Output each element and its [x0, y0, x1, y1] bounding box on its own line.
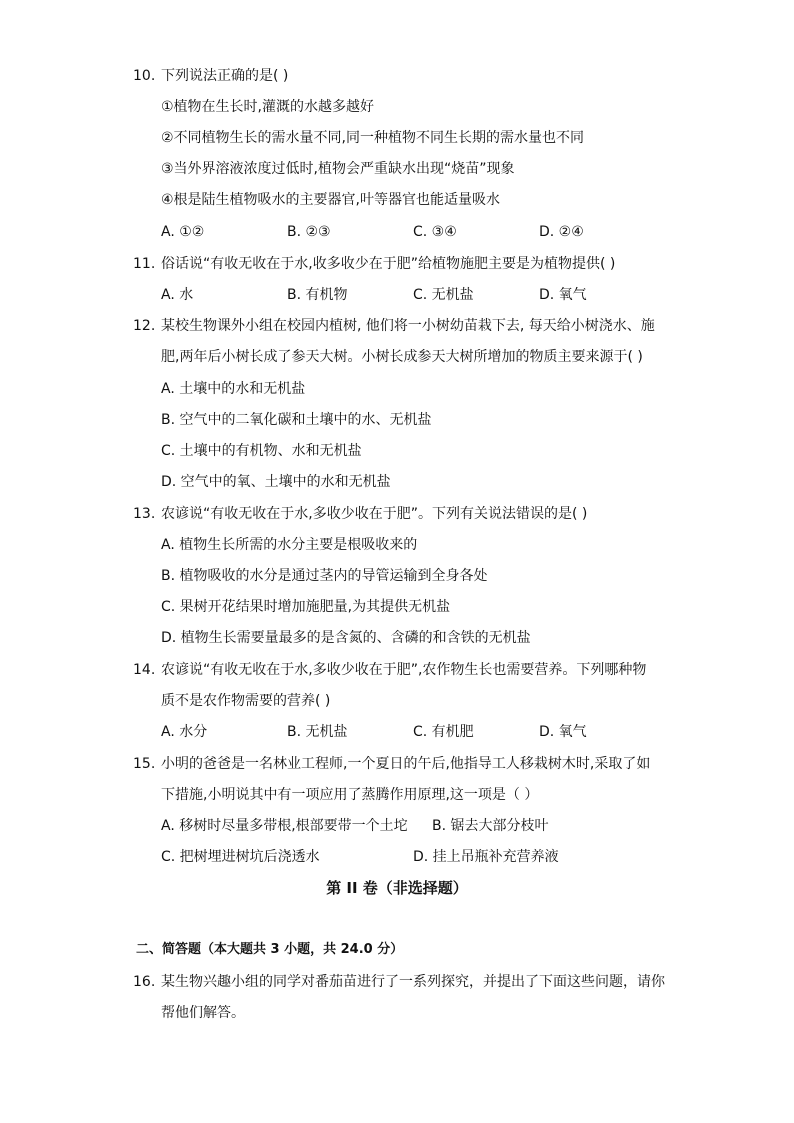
statement: ③当外界溶液浓度过低时,植物会严重缺水出现“烧苗”现象 — [161, 161, 515, 177]
option-d: D. 空气中的氧、土壤中的水和无机盐 — [161, 474, 391, 490]
option-c: C. 果树开花结果时增加施肥量,为其提供无机盐 — [161, 599, 451, 615]
option-a: A. 水分 — [161, 724, 208, 740]
question-number: 11. — [133, 256, 156, 272]
question-number: 10. — [133, 68, 156, 84]
option-d: D. 氧气 — [539, 724, 587, 740]
question-stem: 小明的爸爸是一名林业工程师,一个夏日的午后,他指导工人移栽树木时,采取了如 — [161, 756, 651, 772]
option-d: D. 挂上吊瓶补充营养液 — [413, 849, 559, 865]
question-stem: 某生物兴趣小组的同学对番茄苗进行了一系列探究，并提出了下面这些问题，请你 — [161, 974, 665, 990]
question-stem: 农谚说“有收无收在于水,多收少收在于肥”。下列有关说法错误的是( ) — [161, 506, 588, 522]
option-b: B. ②③ — [287, 224, 331, 240]
question-number: 16. — [133, 974, 156, 990]
question-number: 13. — [133, 506, 156, 522]
option-a: A. 土壤中的水和无机盐 — [161, 381, 306, 397]
option-c: C. ③④ — [413, 224, 457, 240]
option-b: B. 有机物 — [287, 287, 348, 303]
option-d: D. 植物生长需要量最多的是含氮的、含磷的和含铁的无机盐 — [161, 630, 531, 646]
option-c: C. 无机盐 — [413, 287, 474, 303]
question-number: 14. — [133, 662, 156, 678]
option-d: D. 氧气 — [539, 287, 587, 303]
option-a: A. 水 — [161, 287, 194, 303]
question-stem: 帮他们解答。 — [161, 1005, 245, 1021]
statement: ②不同植物生长的需水量不同,同一种植物不同生长期的需水量也不同 — [161, 130, 584, 146]
option-c: C. 把树埋进树坑后浇透水 — [161, 849, 320, 865]
question-stem: 俗话说“有收无收在于水,收多收少在于肥”给植物施肥主要是为植物提供( ) — [161, 256, 616, 272]
section-title: 第 II 卷（非选择题） — [326, 879, 468, 897]
question-stem: 某校生物课外小组在校园内植树, 他们将一小树幼苗栽下去, 每天给小树浇水、施 — [161, 318, 655, 334]
option-b: B. 无机盐 — [287, 724, 348, 740]
option-a: A. ①② — [161, 224, 205, 240]
question-stem: 下措施,小明说其中有一项应用了蒸腾作用原理,这一项是（ ） — [161, 787, 539, 803]
option-d: D. ②④ — [539, 224, 584, 240]
option-b: B. 空气中的二氧化碳和土壤中的水、无机盐 — [161, 412, 432, 428]
option-b: B. 植物吸收的水分是通过茎内的导管运输到全身各处 — [161, 568, 488, 584]
question-number: 12. — [133, 318, 156, 334]
question-stem: 肥,两年后小树长成了参天大树。小树长成参天大树所增加的物质主要来源于( ) — [161, 349, 643, 365]
statement: ①植物在生长时,灌溉的水越多越好 — [161, 99, 375, 115]
statement: ④根是陆生植物吸水的主要器官,叶等器官也能适量吸水 — [161, 192, 500, 208]
option-b: B. 锯去大部分枝叶 — [432, 818, 549, 834]
section-heading: 二、简答题（本大题共 3 小题，共 24.0 分） — [136, 942, 404, 957]
question-number: 15. — [133, 756, 156, 772]
option-a: A. 植物生长所需的水分主要是根吸收来的 — [161, 537, 418, 553]
question-stem: 农谚说“有收无收在于水,多收少收在于肥”,农作物生长也需要营养。下列哪种物 — [161, 662, 647, 678]
option-c: C. 有机肥 — [413, 724, 474, 740]
option-a: A. 移树时尽量多带根,根部要带一个土坨 — [161, 818, 408, 834]
question-stem: 质不是农作物需要的营养( ) — [161, 693, 331, 709]
question-stem: 下列说法正确的是( ) — [161, 68, 289, 84]
option-c: C. 土壤中的有机物、水和无机盐 — [161, 443, 362, 459]
